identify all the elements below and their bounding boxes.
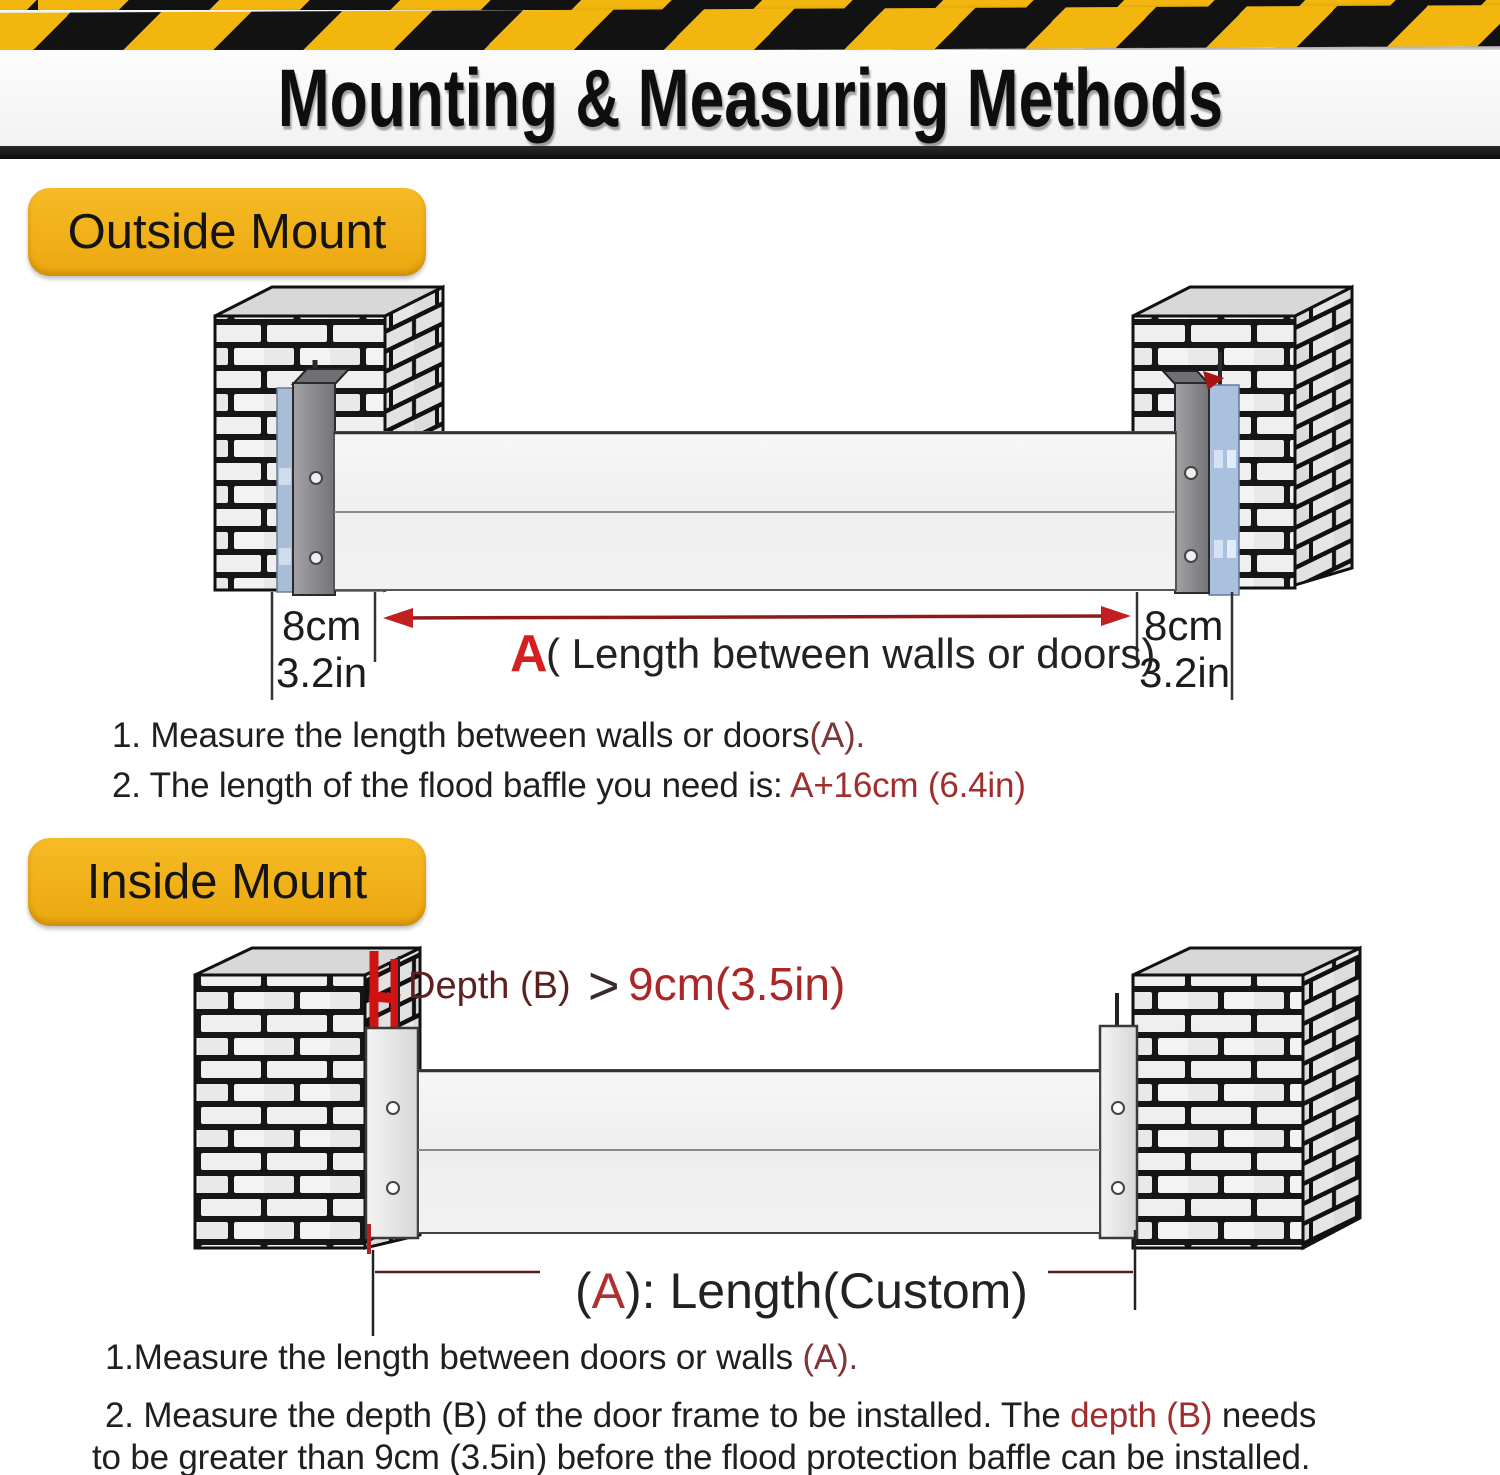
title-band <box>0 50 1500 146</box>
inside-mount-badge-label: Inside Mount <box>86 855 368 909</box>
outside-step-1: 1. Measure the length between walls or doors(A). <box>112 716 866 755</box>
right-offset-in-label: 3.2in <box>1139 649 1231 696</box>
arrow-head-left-icon <box>383 608 413 628</box>
inside-step-2-line-1: 2. Measure the depth (B) of the door frame to be installed. The depth (B) needs <box>105 1396 1317 1435</box>
right-offset-cm-label: 8cm <box>1144 602 1224 649</box>
screw-hole <box>1112 1182 1124 1194</box>
screw-hole <box>310 472 322 484</box>
header-divider-bar <box>0 146 1500 159</box>
span-description-label: ( Length between walls or doors) <box>546 630 1156 677</box>
screw-hole <box>387 1102 399 1114</box>
screw-hole <box>1112 1102 1124 1114</box>
flood-baffle-panel <box>334 432 1176 590</box>
screw-hole <box>1185 467 1197 479</box>
screw-hole <box>387 1182 399 1194</box>
left-offset-in-label: 3.2in <box>276 649 368 696</box>
screw-hole <box>1185 550 1197 562</box>
span-a-label: A <box>510 625 548 683</box>
span-arrow <box>383 606 1131 628</box>
inside-step-1: 1.Measure the length between doors or walls (A). <box>105 1338 859 1377</box>
arrow-head-right-icon <box>1101 606 1131 626</box>
inside-mount-diagram <box>0 942 1500 1342</box>
depth-value-label: 9cm(3.5in) <box>628 958 846 1010</box>
right-seal-strip <box>1209 385 1239 595</box>
brick-pillar-right <box>1133 948 1360 1248</box>
right-channel-bracket <box>1100 993 1137 1238</box>
page-title: Mounting & Measuring Methods <box>277 52 1223 144</box>
flood-baffle-panel <box>418 1070 1100 1233</box>
inside-mount-badge <box>28 838 426 926</box>
greater-than-symbol: > <box>588 956 620 1016</box>
outside-mount-diagram <box>0 282 1500 707</box>
outside-mount-badge-label: Outside Mount <box>67 205 387 259</box>
outside-mount-badge <box>28 188 426 276</box>
screw-hole <box>310 552 322 564</box>
left-channel-bracket <box>366 1028 418 1254</box>
outside-step-2: 2. The length of the flood baffle you need is: A+16cm (6.4in) <box>112 766 1026 805</box>
depth-label: Depth (B) <box>408 965 571 1007</box>
length-label: (A): Length(Custom) <box>575 1263 1028 1319</box>
inside-step-2-line-2: to be greater than 9cm (3.5in) before the flood protection baffle can be installed. <box>92 1438 1311 1475</box>
left-offset-cm-label: 8cm <box>282 602 362 649</box>
hazard-stripe-band <box>0 5 1500 54</box>
